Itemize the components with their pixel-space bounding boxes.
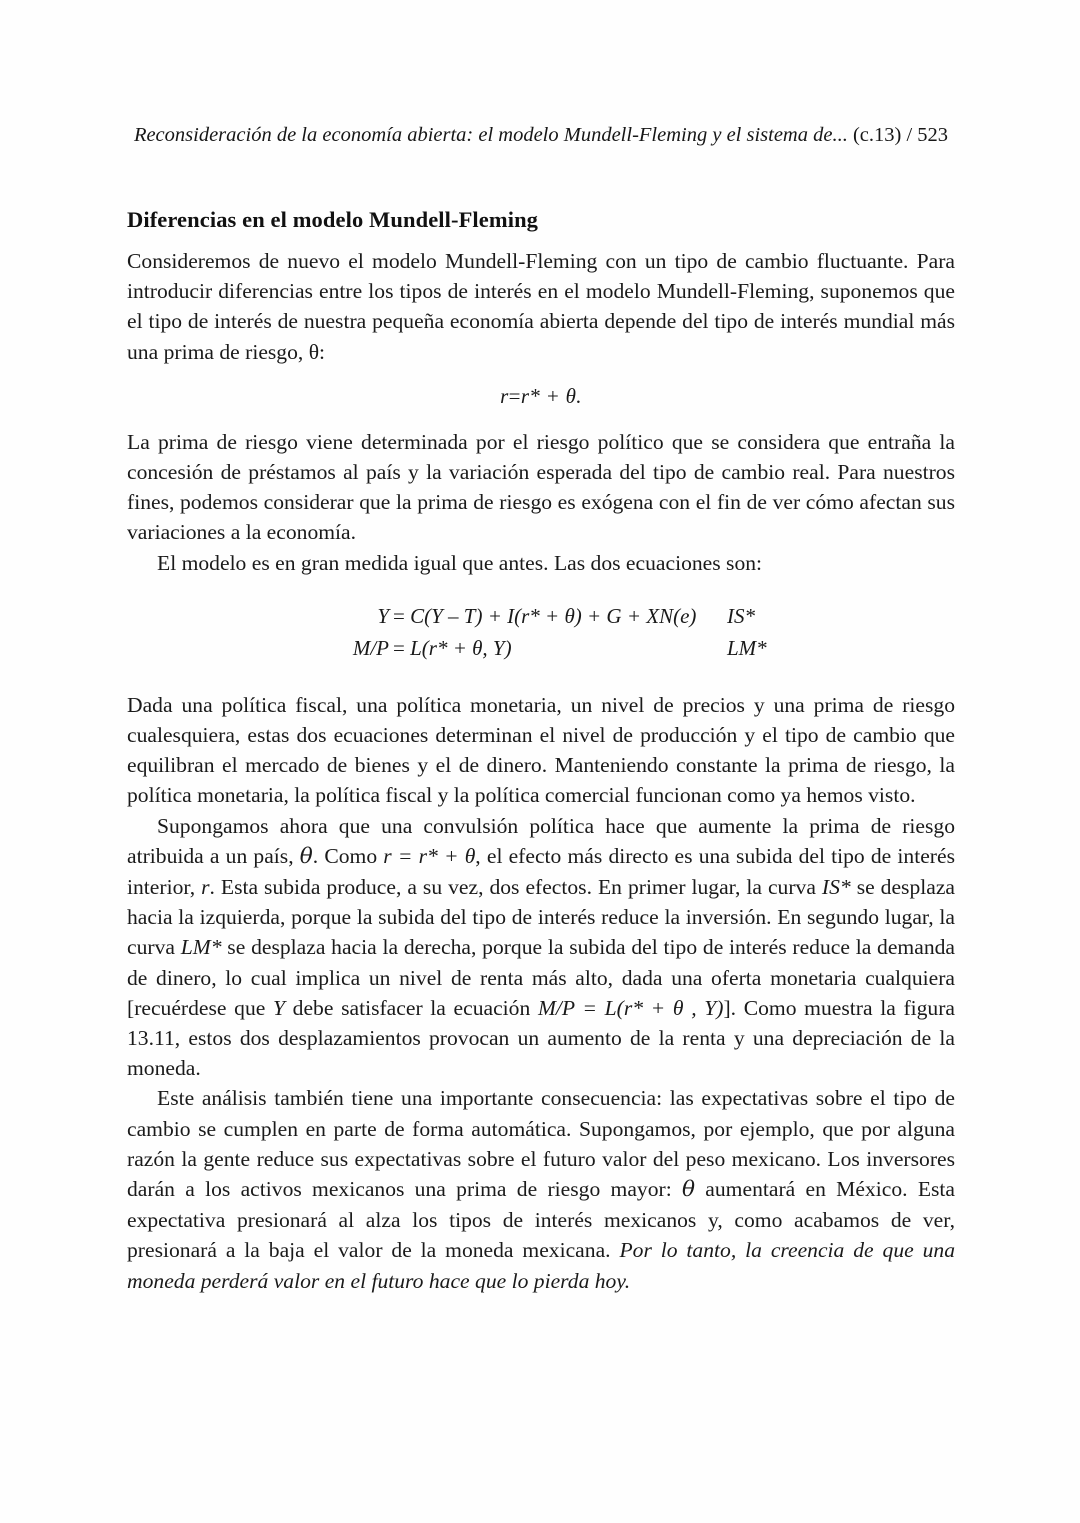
paragraph-5-var-r: r <box>201 875 210 900</box>
equation-is-equals: = <box>393 603 405 628</box>
equation-lm-rhs <box>393 632 512 664</box>
paragraph-5-curve-is: IS* <box>821 875 851 900</box>
paragraph-3: El modelo es en gran medida igual que antes. Las dos ecuaciones son: <box>157 550 763 575</box>
running-head-title: Reconsideración de la economía abierta: el modelo Mundell-Fleming y el sistema de... <box>133 124 848 146</box>
paragraph-5-seg-g: debe satisfacer la ecuación <box>285 995 538 1020</box>
equation-lhs: r <box>500 383 509 408</box>
paragraph-6-seg-b: aumentará en México. Esta expectativa presionará al alza los tipos de interés mexicanos y, como acabamos de ver, presionará a la baja el valor de la moneda mexicana. <box>127 1177 956 1263</box>
paragraph-6-seg-a: Este análisis también tiene una importante consecuencia: las expectativas sobre el tipo de cambio se cumplen en parte de forma automática. Supongamos, por ejemplo, que por alguna razón la gente reduce sus expectativas sobre el futuro valor del peso mexicano. Los inversores darán a los activos mexicanos una prima de riesgo mayor: <box>127 1086 955 1202</box>
equation-lm-lhs: M/P <box>352 635 389 660</box>
paragraph-2: La prima de riesgo viene determinada por el riesgo político que se considera que entraña la concesión de préstamos al país y la variación esperada del tipo de cambio real. Para nuestros fines, podemos considerar que la prima de riesgo es exógena con el fin de ver cómo afectan sus variaciones a la economía. <box>127 429 955 545</box>
equation-row-is <box>127 600 955 632</box>
paragraph-1: Consideremos de nuevo el modelo Mundell-Fleming con un tipo de cambio fluctuante. Para introducir diferencias entre los tipos de interés en el modelo Mundell-Fleming, suponemos que el tipo de interés de nuestra pequeña economía abierta depende del tipo de interés mundial más una prima de riesgo, θ: <box>127 249 955 364</box>
paragraph-5-seg-d: . Esta subida produce, a su vez, dos efectos. En primer lugar, la curva <box>209 875 822 900</box>
equation-equals-sign: = <box>508 383 521 408</box>
running-head-folio: (c.13) / 523 <box>847 124 949 146</box>
paragraph-5-curve-lm: LM* <box>180 935 222 960</box>
paragraph-5-inline-equation-2: M/P = L(r* + θ , Y) <box>537 995 724 1020</box>
equation-is-expression: C(Y – T) + I(r* + θ) + G + XN(e) <box>410 603 697 628</box>
paragraph-5-seg-a: Supongamos ahora que una convulsión política hace que aumente la prima de riesgo atribuida a un país, <box>127 813 955 868</box>
paragraph-5-seg-f: se desplaza hacia la derecha, porque la subida del tipo de interés reduce la demanda de dinero, lo cual implica un nivel de renta más alto, dada una oferta monetaria cualquiera [recuérdese que <box>127 935 955 1020</box>
paragraph-5-theta: θ <box>299 843 313 869</box>
body-text-flow <box>127 246 955 1296</box>
equation-rhs: r* + θ. <box>520 383 582 408</box>
equation-row-lm <box>127 632 955 664</box>
equation-lm-equals: = <box>393 635 405 660</box>
paragraph-5-inline-equation-1: r = r* + θ <box>383 843 476 868</box>
equation-is-lhs: Y <box>377 603 389 628</box>
running-head <box>127 122 955 148</box>
display-equation-risk-premium <box>127 381 955 411</box>
paragraph-4: Dada una política fiscal, una política monetaria, un nivel de precios y una prima de riesgo cualesquiera, estas dos ecuaciones determinan el nivel de producción y el tipo de cambio que equilibran el mercado de bienes y el de dinero. Manteniendo constante la prima de riesgo, la política monetaria, la política fiscal y la política comercial funcionan como ya hemos visto. <box>127 692 955 808</box>
equation-is-tag: IS* <box>727 603 755 628</box>
paragraph-6-theta: θ <box>682 1177 696 1203</box>
equation-is-rhs <box>393 600 696 632</box>
section-heading: Diferencias en el modelo Mundell-Fleming <box>127 206 539 232</box>
paragraph-5 <box>127 811 955 1084</box>
paragraph-5-seg-h: ]. Como muestra la figura 13.11, estos dos desplazamientos provocan un aumento de la renta y una depreciación de la moneda. <box>127 995 956 1081</box>
equation-lm-tag: LM* <box>727 635 767 660</box>
paragraph-6-emphasis: Por lo tanto, la creencia de que una moneda perderá valor en el futuro hace que lo pierda hoy. <box>127 1238 955 1293</box>
equation-lm-expression: L(r* + θ, Y) <box>410 635 512 660</box>
paragraph-6 <box>127 1083 955 1295</box>
paragraph-5-seg-c: , el efecto más directo es una subida del tipo de interés interior, <box>127 843 955 900</box>
display-equation-block-is-lm <box>127 600 955 664</box>
paragraph-5-seg-e: se desplaza hacia la izquierda, porque la subida del tipo de interés reduce la inversión. En segundo lugar, la curva <box>127 875 956 960</box>
paragraph-5-var-y: Y <box>273 995 286 1020</box>
paragraph-5-seg-b: . Como <box>312 843 384 868</box>
